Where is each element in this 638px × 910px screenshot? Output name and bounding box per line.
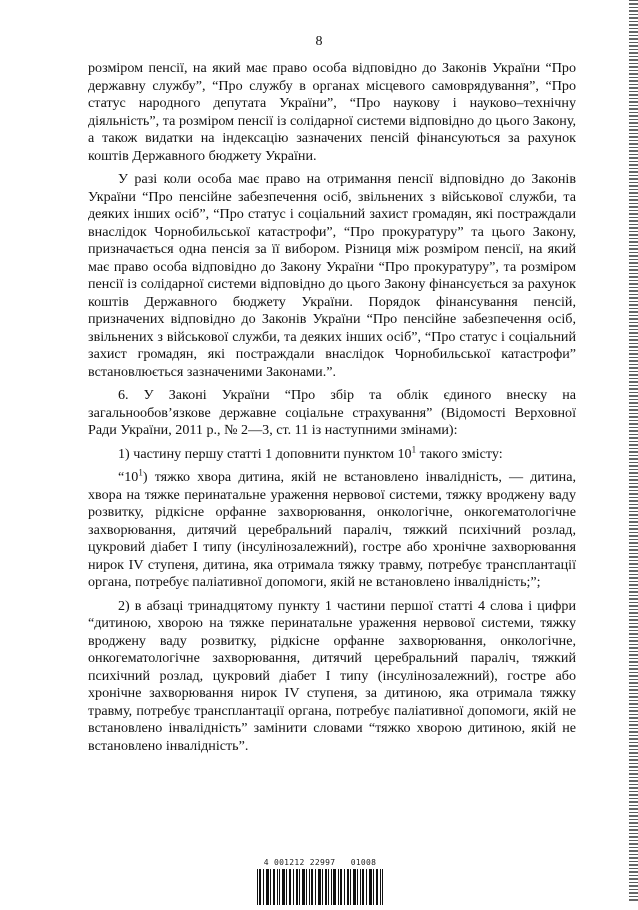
- paragraph-definition-10-1: [88, 469, 576, 592]
- superscript: 1: [138, 467, 143, 478]
- barcode: [255, 858, 385, 910]
- document-body: [88, 60, 576, 761]
- paragraph-law-amendment-6: 6. У Законі України “Про збір та облік єдиного внеску на загальнообов’язкове державне соціальне страхування” (Відомості Верховної Ради України, 2011 р., № 2—3, ст. 11 із наступними змінами):: [88, 387, 576, 438]
- page-number: 8: [315, 34, 323, 49]
- paragraph-pension-choice: У разі коли особа має право на отримання пенсії відповідно до Законів України “Про пенсійне забезпечення осіб, звільнених з військової служби, та деяких інших осіб”, “Про статус і соціальний захист громадян, які постраждали внаслідок Чорнобильської катастрофи”, “Про прокуратуру” та цього Закону, призначається одна пенсія за її вибором. Різниця між розміром пенсії, на який має право особа відповідно до Закону України “Про прокуратуру”, та розміром пенсії із солідарної системи відповідно до цього Закону фінансується за рахунок коштів Державного бюджету України. Порядок фінансування пенсій, призначених відповідно до Законів України “Про пенсійне забезпечення осіб, звільнених з військової служби, та деяких інших осіб”, “Про статус і соціальний захист громадян, які постраждали внаслідок Чорнобильської катастрофи” встановлюється зазначеними Законами.”.: [88, 171, 576, 380]
- paragraph-text: 1) частину першу статті 1 доповнити пунктом 10: [118, 445, 412, 462]
- paragraph-text: “10: [118, 469, 139, 485]
- barcode-label: 4 001212 22997 01008: [263, 858, 377, 867]
- superscript: 1: [411, 443, 417, 454]
- paragraph-amendment-item-1: [88, 443, 576, 464]
- paragraph-text: такого змісту:: [416, 445, 503, 462]
- paragraph-text: ) тяжко хвора дитина, якій не встановлено інвалідність, — дитина, хвора на тяжке перинатальне ураження нервової системи, тяжку вроджену ваду розвитку, рідкісне орфанне захворювання, онкологічне, онкогематологічне захворювання, дитячий церебральний параліч, тяжкий психічний розлад, цукровий діабет I типу (інсулінозалежний), гостре або хронічне захворювання нирок IV ступеня, дитина, яка отримала тяжку травму, потребує трансплантації органа, потребує паліативної допомоги, якій не встановлено інвалідність;”;: [88, 469, 576, 590]
- paragraph-amendment-item-2: 2) в абзаці тринадцятому пункту 1 частини першої статті 4 слова і цифри “дитиною, хворою на тяжке перинатальне ураження нервової системи, тяжку вроджену ваду розвитку, рідкісне орфанне захворювання, онкологічне, онкогематологічне захворювання, дитячий церебральний параліч, тяжкий психічний розлад, цукровий діабет I типу (інсулінозалежний), гостре або хронічне захворювання нирок IV ступеня, за дитиною, яка отримала тяжку травму, потребує трансплантації органа, потребує паліативної допомоги, якій не встановлено інвалідність” замінити словами “тяжко хворою дитиною, якій не встановлено інвалідність”.: [88, 597, 576, 754]
- paragraph-pension-funding: розміром пенсії, на який має право особа відповідно до Законів України “Про державну службу”, “Про службу в органах місцевого самоврядування”, “Про статус народного депутата України”, “Про наукову і науково–технічну діяльність”, та розміром пенсії із солідарної системи відповідно до цього Закону, а також видатки на індексацію зазначених пенсій фінансуються за рахунок коштів Державного бюджету України.: [88, 60, 576, 164]
- scan-edge-artifact: [629, 0, 638, 903]
- barcode-bars: [255, 869, 385, 905]
